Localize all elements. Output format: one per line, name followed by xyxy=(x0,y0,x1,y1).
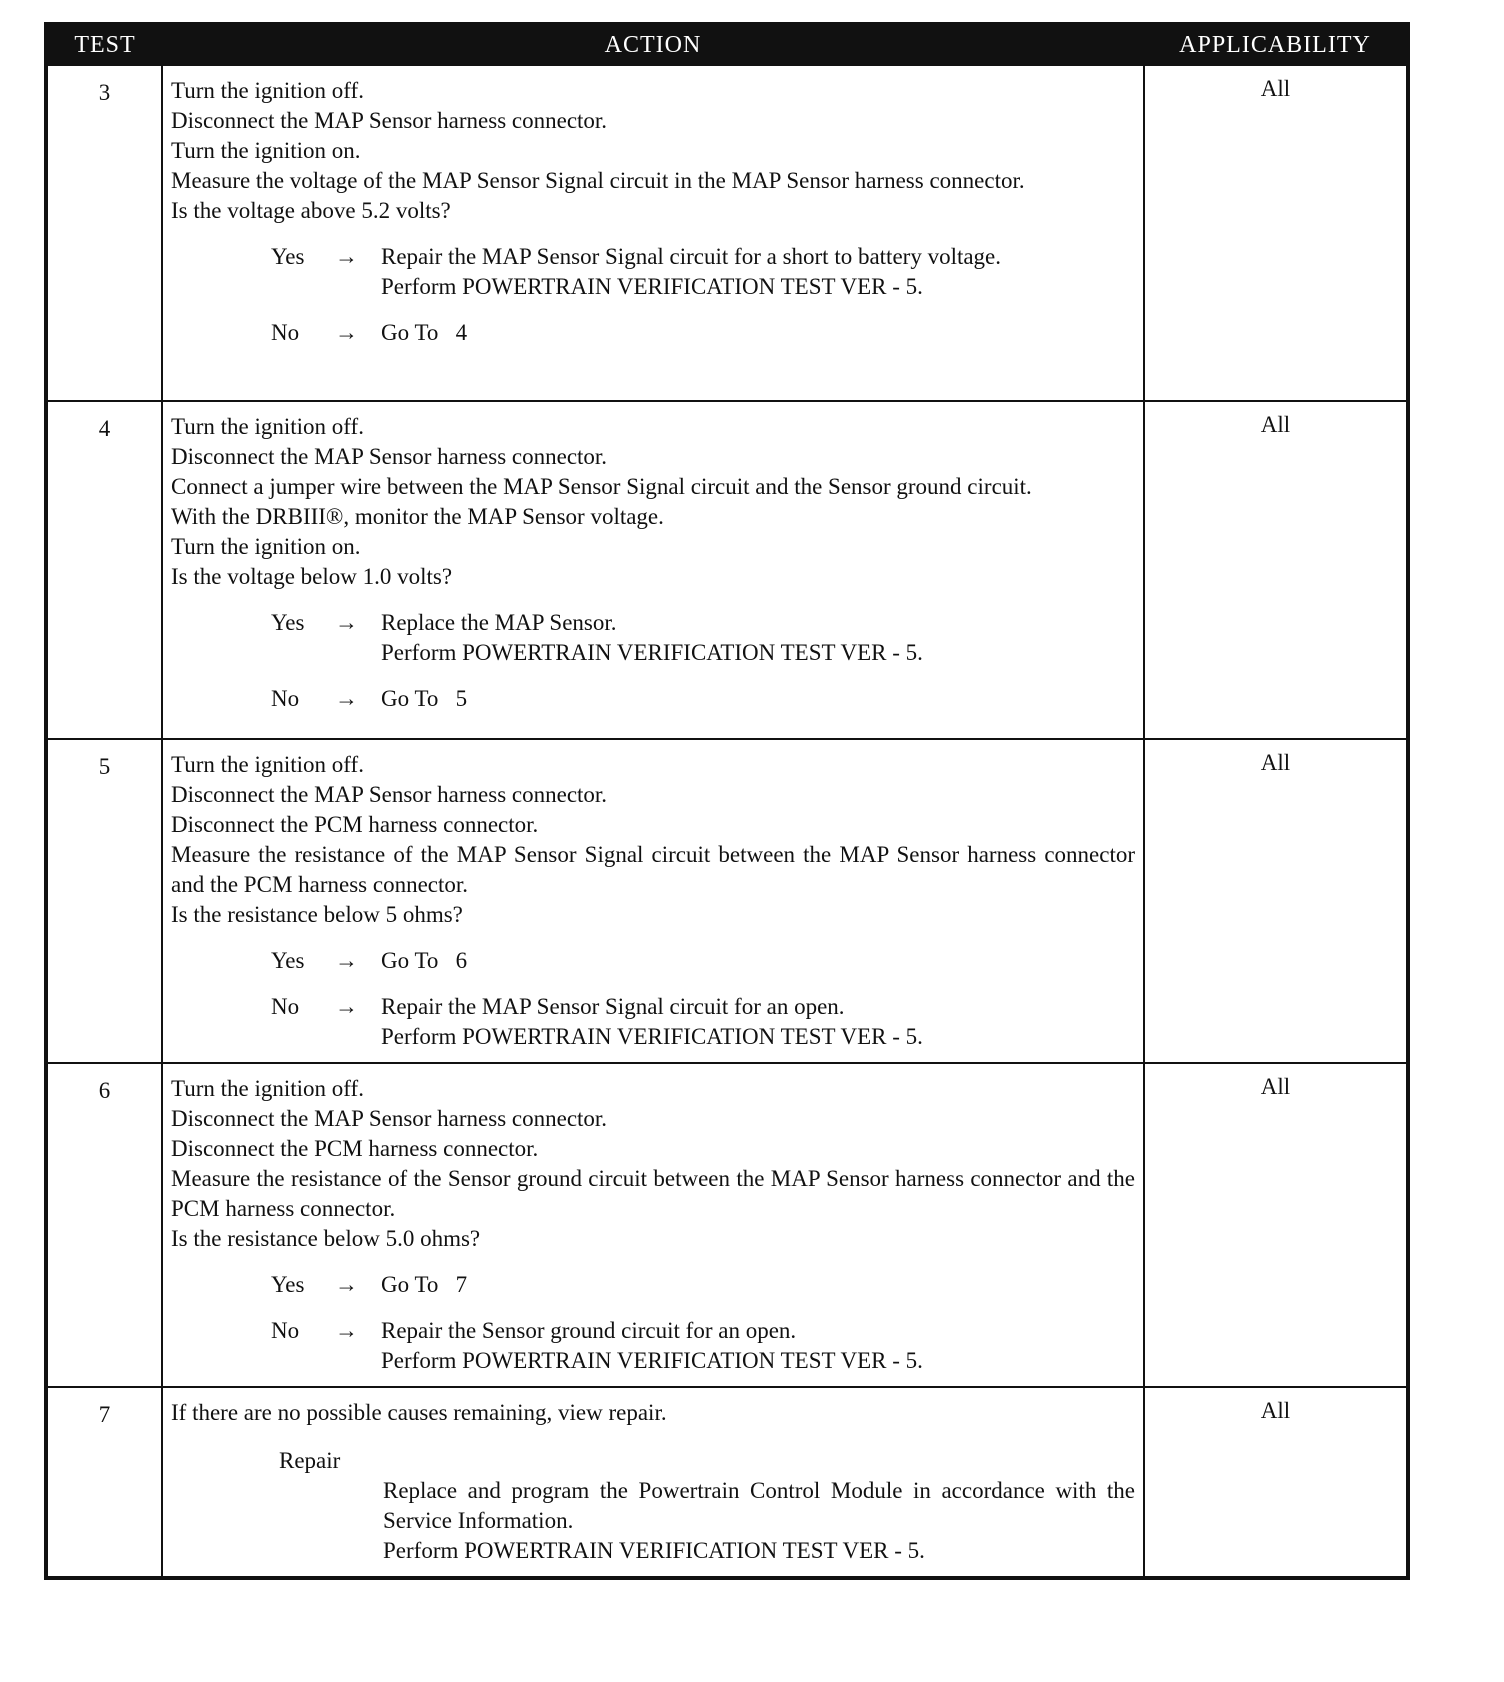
yes-result xyxy=(271,242,1135,302)
action-cell xyxy=(162,739,1144,1063)
result-line: Go To 7 xyxy=(381,1272,468,1297)
table-row xyxy=(46,401,1408,739)
right-arrow-icon: → xyxy=(335,1318,358,1343)
right-arrow-icon: → xyxy=(335,994,358,1019)
applicability-value: All xyxy=(1144,65,1408,401)
applicability-value: All xyxy=(1144,739,1408,1063)
repair-line: Replace and program the Powertrain Control Module in accordance with the Service Information. xyxy=(383,1478,1135,1533)
result-line: Repair the MAP Sensor Signal circuit for an open. xyxy=(381,994,845,1019)
test-number: 4 xyxy=(46,401,162,739)
result-line: Go To 5 xyxy=(381,686,468,711)
action-step: Disconnect the MAP Sensor harness connector. xyxy=(171,782,608,807)
action-step: Measure the voltage of the MAP Sensor Signal circuit in the MAP Sensor harness connector. xyxy=(171,168,1025,193)
result-line: Go To 4 xyxy=(381,320,468,345)
right-arrow-icon: → xyxy=(335,320,358,345)
action-step: Disconnect the MAP Sensor harness connector. xyxy=(171,444,608,469)
diagnostic-test-table xyxy=(44,22,1410,1580)
right-arrow-icon: → xyxy=(335,244,358,269)
right-arrow-icon: → xyxy=(335,686,358,711)
action-step: Measure the resistance of the Sensor ground circuit between the MAP Sensor harness connector and the PCM harness connector. xyxy=(171,1166,1135,1221)
applicability-value: All xyxy=(1144,1063,1408,1387)
action-step: Is the voltage below 1.0 volts? xyxy=(171,564,453,589)
action-cell xyxy=(162,65,1144,401)
header-action: ACTION xyxy=(162,24,1144,65)
no-instructions xyxy=(381,684,1135,714)
table-row xyxy=(46,1063,1408,1387)
action-step: Turn the ignition on. xyxy=(171,138,361,163)
no-label: No xyxy=(271,686,300,711)
table-row xyxy=(46,65,1408,401)
no-label: No xyxy=(271,994,300,1019)
diagnostic-test-table-container xyxy=(44,22,1406,1580)
result-line: Perform POWERTRAIN VERIFICATION TEST VER - 5. xyxy=(381,640,923,665)
yes-result xyxy=(271,1270,1135,1300)
yes-label: Yes xyxy=(271,610,305,635)
action-step: With the DRBIII®, monitor the MAP Sensor voltage. xyxy=(171,504,664,529)
repair-instructions xyxy=(383,1476,1135,1566)
no-instructions xyxy=(381,1316,1135,1376)
yes-label: Yes xyxy=(271,948,305,973)
action-cell xyxy=(162,1387,1144,1578)
action-step: Turn the ignition off. xyxy=(171,752,364,777)
repair-label: Repair xyxy=(279,1448,341,1473)
test-number: 5 xyxy=(46,739,162,1063)
action-step: Is the voltage above 5.2 volts? xyxy=(171,198,451,223)
no-label: No xyxy=(271,320,300,345)
right-arrow-icon: → xyxy=(335,1272,358,1297)
yes-result xyxy=(271,946,1135,976)
yes-instructions xyxy=(381,242,1135,302)
table-header-row xyxy=(46,24,1408,65)
repair-line: Perform POWERTRAIN VERIFICATION TEST VER - 5. xyxy=(383,1538,925,1563)
result-line: Perform POWERTRAIN VERIFICATION TEST VER - 5. xyxy=(381,1348,923,1373)
result-line: Replace the MAP Sensor. xyxy=(381,610,617,635)
action-step: Is the resistance below 5.0 ohms? xyxy=(171,1226,481,1251)
table-row xyxy=(46,1387,1408,1578)
result-line: Repair the Sensor ground circuit for an open. xyxy=(381,1318,797,1343)
yes-label: Yes xyxy=(271,1272,305,1297)
applicability-value: All xyxy=(1144,1387,1408,1578)
action-step: Turn the ignition off. xyxy=(171,414,364,439)
header-applicability: APPLICABILITY xyxy=(1144,24,1408,65)
action-step: Connect a jumper wire between the MAP Sensor Signal circuit and the Sensor ground circuit. xyxy=(171,474,1032,499)
action-step: Turn the ignition off. xyxy=(171,78,364,103)
action-cell xyxy=(162,1063,1144,1387)
result-line: Perform POWERTRAIN VERIFICATION TEST VER - 5. xyxy=(381,1024,923,1049)
action-step: Turn the ignition on. xyxy=(171,534,361,559)
no-label: No xyxy=(271,1318,300,1343)
no-instructions xyxy=(381,318,1135,348)
action-step: Is the resistance below 5 ohms? xyxy=(171,902,463,927)
right-arrow-icon: → xyxy=(335,610,358,635)
test-number: 6 xyxy=(46,1063,162,1387)
no-result xyxy=(271,318,1135,348)
no-instructions xyxy=(381,992,1135,1052)
action-cell xyxy=(162,401,1144,739)
no-result xyxy=(271,684,1135,714)
action-step: Disconnect the MAP Sensor harness connector. xyxy=(171,108,608,133)
action-step: Turn the ignition off. xyxy=(171,1076,364,1101)
yes-instructions xyxy=(381,608,1135,668)
action-step: Disconnect the MAP Sensor harness connector. xyxy=(171,1106,608,1131)
no-result xyxy=(271,992,1135,1052)
yes-label: Yes xyxy=(271,244,305,269)
yes-instructions xyxy=(381,1270,1135,1300)
no-result xyxy=(271,1316,1135,1376)
result-line: Go To 6 xyxy=(381,948,468,973)
result-line: Repair the MAP Sensor Signal circuit for a short to battery voltage. xyxy=(381,244,1002,269)
table-row xyxy=(46,739,1408,1063)
action-step: If there are no possible causes remaining, view repair. xyxy=(171,1400,667,1425)
yes-instructions xyxy=(381,946,1135,976)
test-number: 7 xyxy=(46,1387,162,1578)
action-step: Disconnect the PCM harness connector. xyxy=(171,1136,539,1161)
applicability-value: All xyxy=(1144,401,1408,739)
yes-result xyxy=(271,608,1135,668)
action-step: Measure the resistance of the MAP Sensor Signal circuit between the MAP Sensor harness connector and the PCM harness connector. xyxy=(171,842,1135,897)
result-line: Perform POWERTRAIN VERIFICATION TEST VER - 5. xyxy=(381,274,923,299)
header-test: TEST xyxy=(46,24,162,65)
test-number: 3 xyxy=(46,65,162,401)
right-arrow-icon: → xyxy=(335,948,358,973)
action-step: Disconnect the PCM harness connector. xyxy=(171,812,539,837)
